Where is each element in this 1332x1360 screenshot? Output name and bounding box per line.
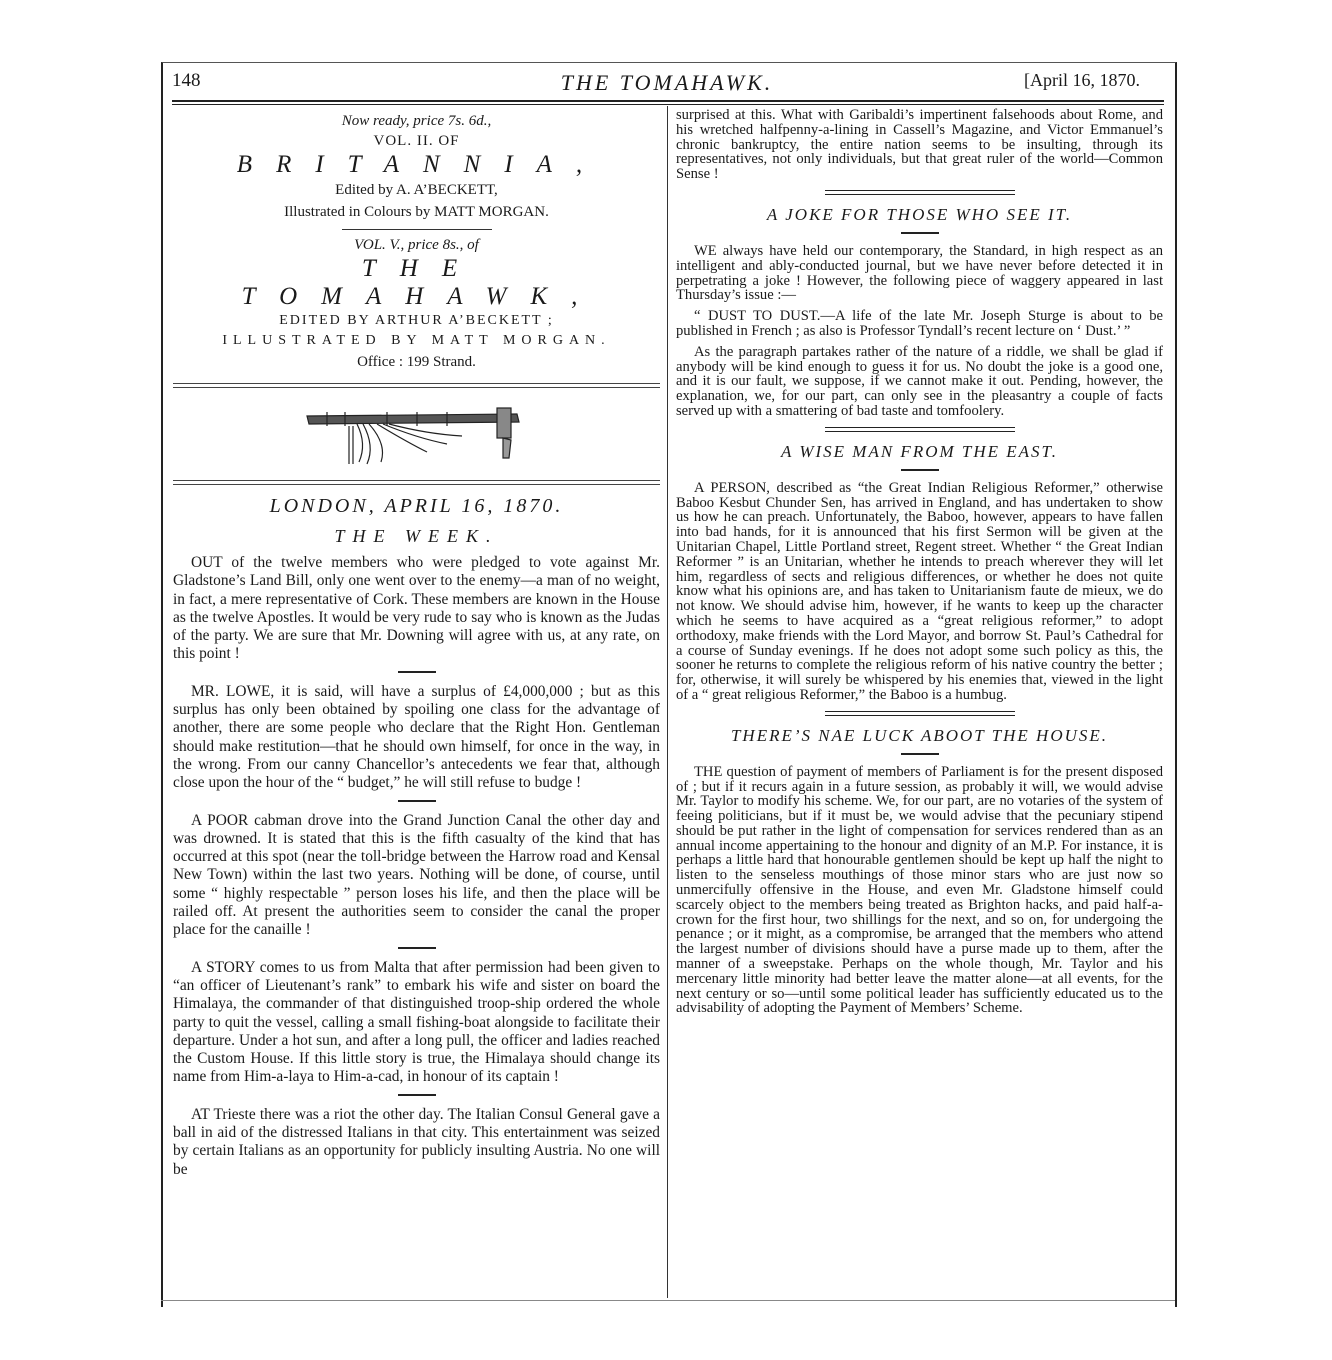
continued-paragraph: surprised at this. What with Garibaldi’s impertinent falsehoods about Rome, and his wretched halfpenny-a-lining in Cassell’s Magazine, and Victor Emmanuel’s chronic bankruptcy, the entire nation seems to be insulting, through its representatives, not only individuals, but that great ruler of the world—Common Sense ! bbox=[676, 107, 1163, 183]
article-separator bbox=[825, 190, 1015, 195]
ad-price-line-2: VOL. V., price 8s., of bbox=[354, 237, 479, 253]
week-paragraph-2: MR. LOWE, it is said, will have a surplus of £4,000,000 ; but as this surplus has only been obtained by spoiling one class for the advantage of another, there are some people who declare that the Right Hon. Gentleman should make restitution—that he should own himself, for once in the way, in the wrong. From our canny Chancellor’s antecedents we fear that, although close upon the hour of the “ budget,” he will still refuse to budge ! bbox=[173, 682, 660, 792]
advertisement bbox=[173, 112, 660, 373]
heading-nae-luck: THERE’S NAE LUCK ABOOT THE HOUSE. bbox=[730, 725, 1109, 745]
dateline: LONDON, APRIL 16, 1870. bbox=[269, 495, 564, 517]
luck-paragraph-1: THE question of payment of members of Parliament is for the present disposed of ; but if it recurs again in a future session, as probably it will, we would advise Mr. Taylor to modify his scheme. We, for our part, are no votaries of the system of feeing politicians, but if it must be, we would advise that the pecuniary stipend should be put rather in the light of compensation for services rendered than as an annual income appertaining to the honour and dignity of an M.P. For instance, it is perhaps a little hard that honourable gentlemen should be kept up half the night to listen to the senseless mouthings of those minor stars who are just now so unmercifully offensive in the House, and even Mr. Gladstone himself could scarcely object to the members being treated as Brighton hacks, and paid half-a-crown for the first hour, two shillings for the next, and so on, for undergoing the penance ; or it might, as a compromise, be arranged that the members who attend the largest number of divisions should have a purse made up to them, after the manner of a sweepstake. Perhaps on the whole though, Mr. Taylor and his mercenary little minority had better leave the matter alone—at all events, for the next century or so—until some political leader has sufficiently educated us to the advisability of adopting the Payment of Members’ Scheme. bbox=[676, 763, 1163, 1017]
section-double-rule bbox=[173, 383, 660, 388]
heading-underline bbox=[901, 469, 939, 471]
heading-underline bbox=[901, 232, 939, 234]
ad-title-britannia: BRITANNIA, bbox=[236, 151, 607, 178]
heading-joke: A JOKE FOR THOSE WHO SEE IT. bbox=[766, 204, 1073, 224]
week-paragraph-1: OUT of the twelve members who were pledged to vote against Mr. Gladstone’s Land Bill, only one went over to the enemy—a man of no weight, in fact, a mere representative of Cork. These members are known in the House as the twelve Apostles. It would be very rude to say who is known as the Judas of the party. We are sure that Mr. Downing will agree with us, at any rate, on this point ! bbox=[173, 554, 660, 663]
ad-illustrator-line: Illustrated in Colours by MATT MORGAN. bbox=[284, 204, 549, 220]
left-column bbox=[173, 112, 660, 1179]
paragraph-divider bbox=[398, 671, 436, 673]
ad-price-line: Now ready, price 7s. 6d., bbox=[341, 113, 492, 129]
wise-paragraph-1: A PERSON, described as “the Great Indian Religious Reformer,” otherwise Baboo Kesbut Chunder Sen, has arrived in England, and has undertaken to show us how he can preach. Unfortunately, the Baboo, however, appears to have fallen into bad hands, for it is announced that his first Sermon will be given at the Unitarian Chapel, Little Portland street, Regent street. Whether “ the Great Indian Reformer ” is an Unitarian, whether he intends to preach wherever they will let him, regardless of sects and religious differences, or whether he does not quite know what his opinions are, and has taken to Unitarianism faute de mieux, we do not know. We should advise him, however, if he wants to keep up the character which he seems to have acquired as a “great religious reformer,” to adopt orthodoxy, make friends with the Lord Mayor, and borrow St. Paul’s Cathedral for a course of Sunday evenings. If he does not adopt some such policy as this, the sooner he returns to complete the religious reform of his native country the better ; for, otherwise, it will surely be whispered by his enemies that, viewed in the light of a “ great religious Reformer,” the Baboo is a humbug. bbox=[676, 479, 1163, 703]
ad-title-tomahawk: THE TOMAHAWK, bbox=[241, 255, 602, 310]
ad-volume-line: VOL. II. OF bbox=[373, 133, 460, 149]
article-separator bbox=[825, 711, 1015, 716]
article-separator bbox=[825, 427, 1015, 432]
column-rule bbox=[667, 106, 668, 1298]
ad-illustrator-line-2: ILLUSTRATED BY MATT MORGAN. bbox=[222, 333, 611, 348]
header-rule bbox=[172, 100, 1164, 105]
right-column bbox=[676, 108, 1163, 1016]
ad-editor-line-2: EDITED BY ARTHUR A’BECKETT ; bbox=[279, 313, 554, 328]
page-bottom-rule bbox=[161, 1300, 1175, 1301]
week-paragraph-3: A POOR cabman drove into the Grand Junction Canal the other day and was drowned. It is stated that this is the fifth casualty of the kind that has occurred at this spot (near the toll-bridge between the Harrow road and Kensal New Town) within the last two years. Nothing will be done, of course, until some “ highly respectable ” person loses his life, and then the place will be railed off. At present the authorities seem to consider the canal the proper place for the canaille ! bbox=[173, 811, 660, 939]
week-paragraph-5: AT Trieste there was a riot the other day. The Italian Consul General gave a ball in aid of the distressed Italians in that city. This entertainment was seized by certain Italians as an opportunity for publicly insulting Austria. No one will be bbox=[173, 1105, 660, 1178]
paragraph-divider bbox=[398, 800, 436, 802]
paragraph-divider bbox=[398, 947, 436, 949]
heading-the-week: THE WEEK. bbox=[334, 526, 499, 546]
tomahawk-emblem-icon bbox=[297, 404, 537, 468]
joke-quotation: “ DUST TO DUST.—A life of the late Mr. Joseph Sturge is about to be published in French ; as also is Professor Tyndall’s recent lecture on ‘ Dust.’ ” bbox=[676, 308, 1163, 339]
ad-office-line: Office : 199 Strand. bbox=[357, 354, 476, 370]
journal-title: THE TOMAHAWK. bbox=[560, 70, 774, 95]
paragraph-divider bbox=[398, 1094, 436, 1096]
ad-editor-line: Edited by A. A’BECKETT, bbox=[335, 182, 498, 198]
page-number: 148 bbox=[172, 70, 201, 91]
heading-wise-man: A WISE MAN FROM THE EAST. bbox=[781, 441, 1058, 461]
running-header bbox=[172, 70, 1162, 98]
issue-date: [April 16, 1870. bbox=[1024, 70, 1140, 90]
heading-underline bbox=[901, 753, 939, 755]
section-double-rule-2 bbox=[173, 480, 660, 485]
joke-paragraph-1: WE always have held our contemporary, the Standard, in high respect as an intelligent and ably-conducted journal, but we have never before detected it in perpetrating a joke ! However, the following piece of waggery appeared in last Thursday’s issue :— bbox=[676, 242, 1163, 304]
week-paragraph-4: A STORY comes to us from Malta that after permission had been given to “an officer of Lieutenant’s rank” to embark his wife and sister on board the Himalaya, the commander of that distinguished troop-ship ordered the whole party to quit the vessel, calling a small fishing-boat alongside to facilitate their departure. Under a hot sun, and after a long pull, the officer and ladies reached the Custom House. If this little story is true, the Himalaya should change its name from Him-a-laya to Him-a-cad, in honour of its captain ! bbox=[173, 958, 660, 1086]
ad-divider bbox=[342, 229, 492, 230]
joke-paragraph-3: As the paragraph partakes rather of the nature of a riddle, we shall be glad if anybody will be kind enough to guess it for us. No doubt the joke is a good one, and it is our fault, we suppose, if we cannot make it out. Pending, however, the explanation, we, for our part, can only see in the pleasantry a couple of facts served up with a smattering of bad taste and tomfoolery. bbox=[676, 343, 1163, 419]
